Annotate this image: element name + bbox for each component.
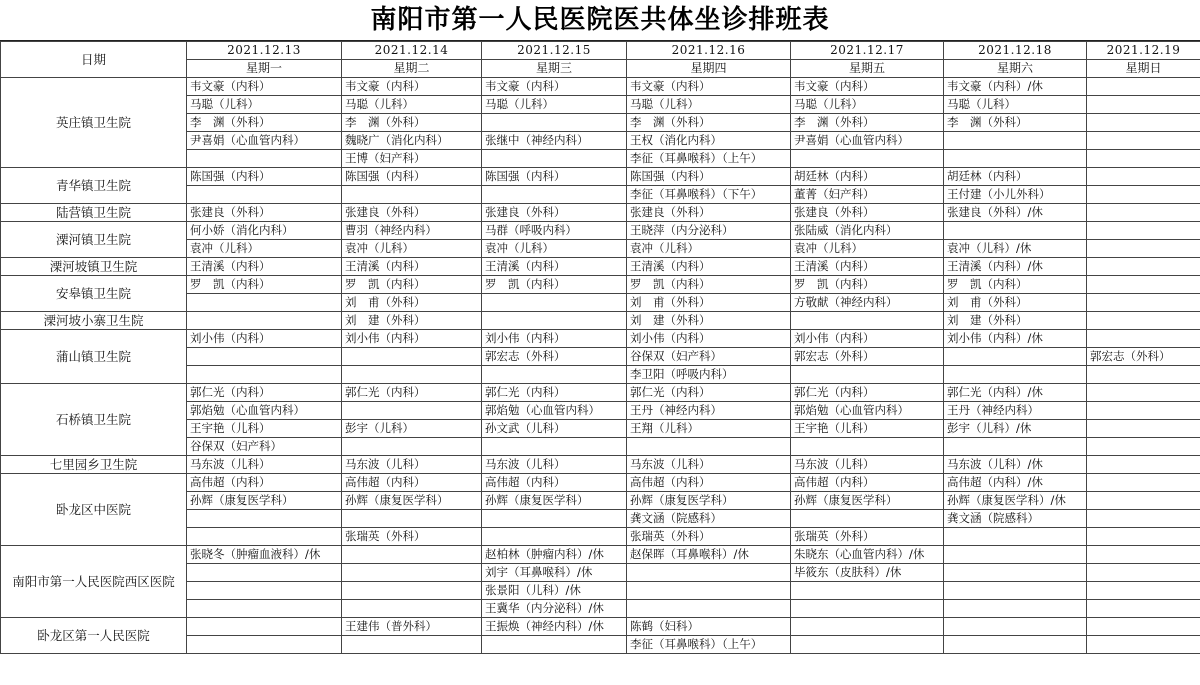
schedule-cell: 郭宏志（外科） [1087, 348, 1200, 366]
schedule-cell [187, 366, 342, 384]
schedule-cell [1087, 186, 1200, 204]
schedule-cell: 张建良（外科） [482, 204, 627, 222]
schedule-cell: 龚文涵（院感科） [627, 510, 791, 528]
page-title: 南阳市第一人民医院医共体坐诊排班表 [0, 0, 1200, 41]
schedule-cell [791, 312, 944, 330]
schedule-cell: 罗 凯（内科） [342, 276, 482, 294]
schedule-cell: 张瑞英（外科） [342, 528, 482, 546]
table-row [1, 546, 1200, 564]
schedule-cell: 郭仁光（内科） [342, 384, 482, 402]
schedule-cell: 韦文豪（内科） [791, 78, 944, 96]
schedule-cell: 马群（呼吸内科） [482, 222, 627, 240]
schedule-cell: 王博（妇产科） [342, 150, 482, 168]
schedule-cell [944, 438, 1087, 456]
institution-name: 安皋镇卫生院 [1, 276, 187, 312]
date-cell: 2021.12.15 [482, 42, 627, 60]
schedule-cell [1087, 96, 1200, 114]
schedule-cell: 李征（耳鼻喉科）（下午） [627, 186, 791, 204]
schedule-cell: 张瑞英（外科） [627, 528, 791, 546]
schedule-cell [1087, 618, 1200, 636]
institution-name: 溧河镇卫生院 [1, 222, 187, 258]
schedule-cell: 孙辉（康复医学科）/休 [944, 492, 1087, 510]
schedule-cell: 郭焰勉（心血管内科） [791, 402, 944, 420]
institution-name: 陆营镇卫生院 [1, 204, 187, 222]
schedule-cell [1087, 528, 1200, 546]
schedule-cell: 王清溪（内科） [627, 258, 791, 276]
table-row [1, 276, 1200, 294]
schedule-cell [944, 348, 1087, 366]
schedule-cell [1087, 330, 1200, 348]
schedule-cell [627, 582, 791, 600]
institution-name: 石桥镇卫生院 [1, 384, 187, 456]
schedule-cell: 陈国强（内科） [627, 168, 791, 186]
schedule-cell: 王建伟（普外科） [342, 618, 482, 636]
schedule-cell: 王丹（神经内科） [627, 402, 791, 420]
schedule-cell: 郭宏志（外科） [482, 348, 627, 366]
schedule-cell [342, 402, 482, 420]
schedule-cell [1087, 564, 1200, 582]
schedule-cell: 韦文豪（内科）/休 [944, 78, 1087, 96]
schedule-cell: 孙辉（康复医学科） [627, 492, 791, 510]
schedule-cell: 李征（耳鼻喉科）（上午） [627, 636, 791, 654]
schedule-cell [1087, 492, 1200, 510]
schedule-cell: 王宇艳（儿科） [791, 420, 944, 438]
table-row [1, 78, 1200, 96]
schedule-cell [342, 636, 482, 654]
schedule-cell [944, 132, 1087, 150]
schedule-cell: 刘 甫（外科） [627, 294, 791, 312]
schedule-cell [342, 582, 482, 600]
schedule-cell [627, 600, 791, 618]
schedule-cell [342, 564, 482, 582]
weekday-cell: 星期四 [627, 60, 791, 78]
schedule-cell [482, 312, 627, 330]
schedule-cell: 王清溪（内科）/休 [944, 258, 1087, 276]
table-row [1, 474, 1200, 492]
schedule-cell [791, 618, 944, 636]
schedule-cell: 李 渊（外科） [342, 114, 482, 132]
schedule-cell: 孙辉（康复医学科） [791, 492, 944, 510]
schedule-cell: 孙辉（康复医学科） [342, 492, 482, 510]
table-row [1, 168, 1200, 186]
schedule-cell: 尹喜娟（心血管内科） [791, 132, 944, 150]
table-row [1, 312, 1200, 330]
schedule-cell [1087, 258, 1200, 276]
schedule-cell [482, 438, 627, 456]
schedule-cell: 袁冲（儿科） [791, 240, 944, 258]
schedule-cell: 李 渊（外科） [187, 114, 342, 132]
schedule-cell [482, 510, 627, 528]
schedule-cell: 李卫阳（呼吸内科） [627, 366, 791, 384]
schedule-cell: 刘小伟（内科）/休 [944, 330, 1087, 348]
institution-name: 蒲山镇卫生院 [1, 330, 187, 384]
table-row [1, 330, 1200, 348]
schedule-cell: 刘小伟（内科） [342, 330, 482, 348]
schedule-cell [627, 564, 791, 582]
schedule-cell [1087, 546, 1200, 564]
schedule-cell: 高伟超（内科） [482, 474, 627, 492]
schedule-cell: 马东波（儿科） [342, 456, 482, 474]
schedule-cell: 刘 建（外科） [627, 312, 791, 330]
schedule-cell: 张景阳（儿科）/休 [482, 582, 627, 600]
schedule-cell: 马东波（儿科）/休 [944, 456, 1087, 474]
schedule-cell [1087, 456, 1200, 474]
schedule-cell: 袁冲（儿科） [342, 240, 482, 258]
schedule-cell [1087, 312, 1200, 330]
schedule-cell [482, 366, 627, 384]
schedule-cell: 马聪（儿科） [627, 96, 791, 114]
schedule-cell [482, 114, 627, 132]
schedule-cell: 孙文武（儿科） [482, 420, 627, 438]
schedule-cell: 赵保晖（耳鼻喉科）/休 [627, 546, 791, 564]
schedule-cell: 罗 凯（内科） [482, 276, 627, 294]
schedule-cell [1087, 420, 1200, 438]
schedule-cell [1087, 600, 1200, 618]
schedule-cell: 韦文豪（内科） [627, 78, 791, 96]
weekday-cell: 星期五 [791, 60, 944, 78]
schedule-cell [791, 150, 944, 168]
schedule-cell: 张建良（外科）/休 [944, 204, 1087, 222]
schedule-cell [187, 510, 342, 528]
schedule-cell [187, 618, 342, 636]
schedule-cell [1087, 132, 1200, 150]
schedule-cell: 袁冲（儿科）/休 [944, 240, 1087, 258]
schedule-cell: 彭宇（儿科） [342, 420, 482, 438]
schedule-cell [791, 636, 944, 654]
schedule-cell: 刘 甫（外科） [944, 294, 1087, 312]
institution-name: 英庄镇卫生院 [1, 78, 187, 168]
schedule-cell [187, 150, 342, 168]
schedule-cell: 胡廷林（内科） [791, 168, 944, 186]
schedule-cell: 马东波（儿科） [482, 456, 627, 474]
schedule-cell: 张陆威（消化内科） [791, 222, 944, 240]
schedule-cell [944, 150, 1087, 168]
schedule-cell [342, 510, 482, 528]
schedule-cell: 郭焰勉（心血管内科） [187, 402, 342, 420]
schedule-cell: 李 渊（外科） [791, 114, 944, 132]
schedule-cell: 王宇艳（儿科） [187, 420, 342, 438]
schedule-cell [1087, 168, 1200, 186]
schedule-cell [1087, 294, 1200, 312]
schedule-cell: 李征（耳鼻喉科）（上午） [627, 150, 791, 168]
schedule-cell: 毕筱东（皮肤科）/休 [791, 564, 944, 582]
schedule-cell: 张瑞英（外科） [791, 528, 944, 546]
schedule-cell [627, 438, 791, 456]
schedule-cell [1087, 222, 1200, 240]
schedule-cell: 袁冲（儿科） [627, 240, 791, 258]
schedule-cell [791, 438, 944, 456]
schedule-cell [187, 186, 342, 204]
schedule-cell: 王振焕（神经内科）/休 [482, 618, 627, 636]
institution-name: 溧河坡镇卫生院 [1, 258, 187, 276]
weekday-cell: 星期六 [944, 60, 1087, 78]
schedule-cell [1087, 114, 1200, 132]
schedule-cell [944, 618, 1087, 636]
schedule-cell: 朱晓东（心血管内科）/休 [791, 546, 944, 564]
schedule-cell: 张建良（外科） [187, 204, 342, 222]
schedule-cell: 彭宇（儿科）/休 [944, 420, 1087, 438]
schedule-cell [342, 348, 482, 366]
schedule-cell: 马聪（儿科） [187, 96, 342, 114]
schedule-cell [1087, 366, 1200, 384]
schedule-cell [187, 600, 342, 618]
schedule-cell [1087, 474, 1200, 492]
weekday-cell: 星期日 [1087, 60, 1200, 78]
schedule-cell: 王付建（小儿外科） [944, 186, 1087, 204]
institution-name: 青华镇卫生院 [1, 168, 187, 204]
schedule-cell: 方敬献（神经内科） [791, 294, 944, 312]
schedule-cell: 马聪（儿科） [482, 96, 627, 114]
schedule-cell: 郭仁光（内科） [627, 384, 791, 402]
schedule-cell: 张建良（外科） [791, 204, 944, 222]
schedule-cell: 郭焰勉（心血管内科） [482, 402, 627, 420]
schedule-cell: 王清溪（内科） [342, 258, 482, 276]
schedule-body [1, 42, 1200, 654]
date-cell: 2021.12.17 [791, 42, 944, 60]
schedule-cell: 王清溪（内科） [187, 258, 342, 276]
schedule-cell [187, 582, 342, 600]
schedule-cell: 赵柏林（肿瘤内科）/休 [482, 546, 627, 564]
schedule-cell: 李 渊（外科） [627, 114, 791, 132]
schedule-cell: 马东波（儿科） [791, 456, 944, 474]
schedule-cell: 王权（消化内科） [627, 132, 791, 150]
institution-name: 卧龙区中医院 [1, 474, 187, 546]
schedule-cell [482, 636, 627, 654]
schedule-cell [187, 636, 342, 654]
schedule-cell [944, 366, 1087, 384]
date-cell: 2021.12.18 [944, 42, 1087, 60]
date-cell: 2021.12.16 [627, 42, 791, 60]
weekday-cell: 星期一 [187, 60, 342, 78]
schedule-cell [944, 636, 1087, 654]
schedule-cell [1087, 240, 1200, 258]
institution-name: 卧龙区第一人民医院 [1, 618, 187, 654]
schedule-cell [1087, 402, 1200, 420]
schedule-cell [944, 600, 1087, 618]
schedule-cell: 王清溪（内科） [791, 258, 944, 276]
schedule-cell [1087, 510, 1200, 528]
schedule-cell: 刘 建（外科） [944, 312, 1087, 330]
schedule-cell [1087, 204, 1200, 222]
schedule-cell [342, 438, 482, 456]
schedule-cell [1087, 636, 1200, 654]
schedule-cell: 尹喜娟（心血管内科） [187, 132, 342, 150]
schedule-cell: 高伟超（内科） [187, 474, 342, 492]
table-row [1, 204, 1200, 222]
date-header: 日期 [1, 42, 187, 78]
schedule-cell [944, 582, 1087, 600]
schedule-cell [1087, 150, 1200, 168]
schedule-cell: 张建良（外科） [342, 204, 482, 222]
schedule-cell: 韦文豪（内科） [187, 78, 342, 96]
schedule-cell [1087, 582, 1200, 600]
schedule-cell [791, 600, 944, 618]
schedule-cell [791, 366, 944, 384]
table-row [1, 384, 1200, 402]
schedule-cell [1087, 276, 1200, 294]
schedule-cell: 魏晓广（消化内科） [342, 132, 482, 150]
institution-name: 南阳市第一人民医院西区医院 [1, 546, 187, 618]
schedule-cell: 韦文豪（内科） [482, 78, 627, 96]
weekday-cell: 星期三 [482, 60, 627, 78]
schedule-cell: 王清溪（内科） [482, 258, 627, 276]
schedule-cell: 马东波（儿科） [627, 456, 791, 474]
date-cell: 2021.12.19 [1087, 42, 1200, 60]
schedule-cell [791, 582, 944, 600]
schedule-cell [187, 564, 342, 582]
schedule-cell: 袁冲（儿科） [187, 240, 342, 258]
schedule-cell: 陈鹤（妇科） [627, 618, 791, 636]
schedule-cell: 谷保双（妇产科） [187, 438, 342, 456]
schedule-cell [482, 186, 627, 204]
institution-name: 溧河坡小寨卫生院 [1, 312, 187, 330]
schedule-cell: 曹羽（神经内科） [342, 222, 482, 240]
schedule-cell: 孙辉（康复医学科） [187, 492, 342, 510]
schedule-cell: 郭宏志（外科） [791, 348, 944, 366]
schedule-cell [482, 528, 627, 546]
table-row [1, 258, 1200, 276]
schedule-cell: 王丹（神经内科） [944, 402, 1087, 420]
schedule-cell: 刘 甫（外科） [342, 294, 482, 312]
schedule-cell [944, 546, 1087, 564]
schedule-cell [342, 600, 482, 618]
schedule-cell: 王晓萍（内分泌科） [627, 222, 791, 240]
schedule-cell: 马聪（儿科） [791, 96, 944, 114]
schedule-cell: 胡廷林（内科） [944, 168, 1087, 186]
institution-name: 七里园乡卫生院 [1, 456, 187, 474]
schedule-cell [187, 312, 342, 330]
schedule-cell [482, 294, 627, 312]
date-cell: 2021.12.14 [342, 42, 482, 60]
schedule-cell: 刘 建（外科） [342, 312, 482, 330]
schedule-cell: 刘宇（耳鼻喉科）/休 [482, 564, 627, 582]
schedule-cell: 陈国强（内科） [342, 168, 482, 186]
schedule-cell: 李 渊（外科） [944, 114, 1087, 132]
schedule-cell [187, 528, 342, 546]
schedule-cell [187, 348, 342, 366]
schedule-cell [1087, 438, 1200, 456]
table-row [1, 618, 1200, 636]
date-row [1, 42, 1200, 60]
schedule-cell: 谷保双（妇产科） [627, 348, 791, 366]
schedule-cell [342, 546, 482, 564]
schedule-cell: 刘小伟（内科） [187, 330, 342, 348]
schedule-cell [482, 150, 627, 168]
schedule-cell: 高伟超（内科） [791, 474, 944, 492]
schedule-cell: 罗 凯（内科） [791, 276, 944, 294]
schedule-cell [187, 294, 342, 312]
schedule-cell: 王翔（儿科） [627, 420, 791, 438]
schedule-cell [944, 564, 1087, 582]
schedule-cell: 高伟超（内科） [627, 474, 791, 492]
schedule-cell: 高伟超（内科）/休 [944, 474, 1087, 492]
schedule-cell: 陈国强（内科） [482, 168, 627, 186]
schedule-cell: 郭仁光（内科） [482, 384, 627, 402]
schedule-cell [342, 186, 482, 204]
schedule-cell: 韦文豪（内科） [342, 78, 482, 96]
schedule-cell: 董菁（妇产科） [791, 186, 944, 204]
schedule-cell: 刘小伟（内科） [627, 330, 791, 348]
schedule-cell [1087, 78, 1200, 96]
schedule-cell: 刘小伟（内科） [482, 330, 627, 348]
schedule-cell: 何小娇（消化内科） [187, 222, 342, 240]
schedule-cell: 郭仁光（内科） [791, 384, 944, 402]
schedule-cell [944, 528, 1087, 546]
schedule-cell: 张继中（神经内科） [482, 132, 627, 150]
schedule-cell [342, 366, 482, 384]
weekday-cell: 星期二 [342, 60, 482, 78]
schedule-cell: 郭仁光（内科）/休 [944, 384, 1087, 402]
schedule-cell: 孙辉（康复医学科） [482, 492, 627, 510]
schedule-cell: 罗 凯（内科） [627, 276, 791, 294]
table-row [1, 456, 1200, 474]
schedule-cell [1087, 384, 1200, 402]
schedule-cell: 龚文涵（院感科） [944, 510, 1087, 528]
schedule-cell: 罗 凯（内科） [944, 276, 1087, 294]
schedule-cell: 张建良（外科） [627, 204, 791, 222]
schedule-cell: 郭仁光（内科） [187, 384, 342, 402]
schedule-cell: 马聪（儿科） [342, 96, 482, 114]
schedule-cell: 王冀华（内分泌科）/休 [482, 600, 627, 618]
date-cell: 2021.12.13 [187, 42, 342, 60]
schedule-cell: 马聪（儿科） [944, 96, 1087, 114]
schedule-cell [791, 510, 944, 528]
schedule-table [0, 41, 1200, 654]
table-row [1, 222, 1200, 240]
schedule-cell: 袁冲（儿科） [482, 240, 627, 258]
schedule-cell [944, 222, 1087, 240]
schedule-cell: 马东波（儿科） [187, 456, 342, 474]
schedule-cell: 张晓冬（肿瘤血液科）/休 [187, 546, 342, 564]
schedule-cell: 高伟超（内科） [342, 474, 482, 492]
schedule-cell: 刘小伟（内科） [791, 330, 944, 348]
schedule-cell: 罗 凯（内科） [187, 276, 342, 294]
schedule-cell: 陈国强（内科） [187, 168, 342, 186]
